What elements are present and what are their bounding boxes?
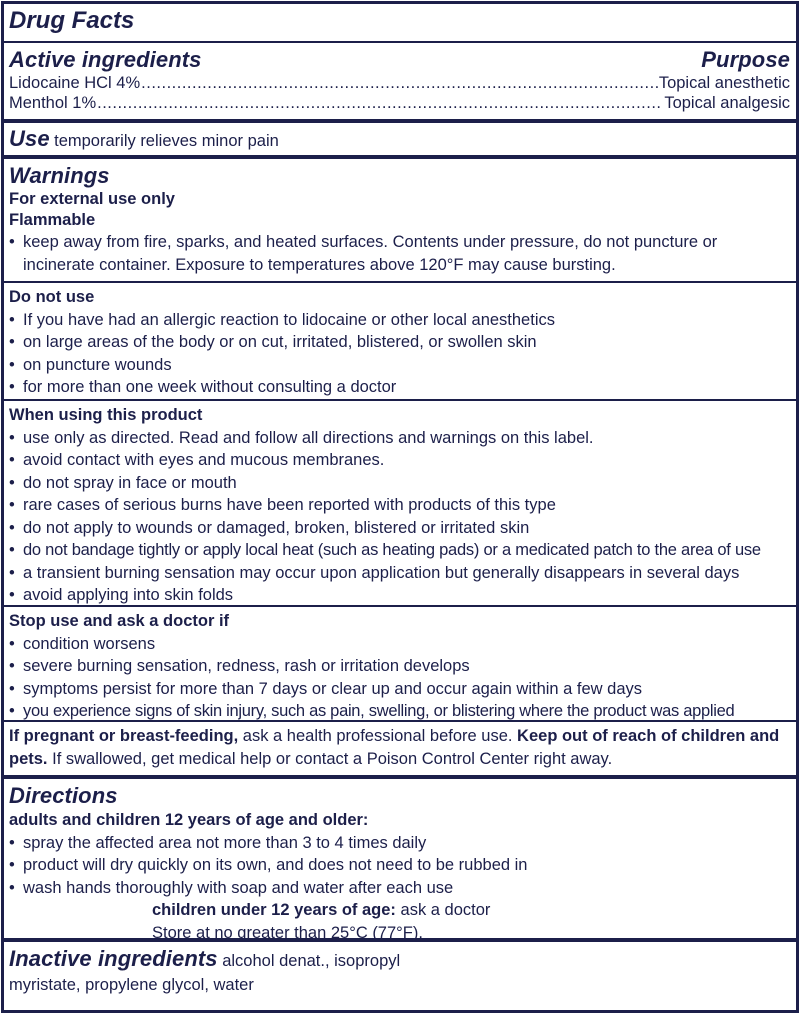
ingredient-row bbox=[9, 93, 790, 113]
bullet-icon: • bbox=[9, 856, 15, 874]
bullet-icon: • bbox=[9, 473, 15, 492]
list-item: • a transient burning sensation may occur upon application but generally disappears in several days bbox=[9, 562, 790, 585]
bullet-icon: • bbox=[9, 496, 15, 514]
warnings-heading: Warnings bbox=[9, 163, 110, 188]
list-item: • rare cases of serious burns have been reported with products of this type bbox=[9, 494, 790, 517]
list-item: • do not spray in face or mouth bbox=[9, 472, 790, 495]
active-ingredients-section bbox=[4, 41, 796, 119]
inactive-ingredients-list: alcohol denat., isopropyl myristate, propylene glycol, water bbox=[9, 952, 401, 994]
storage-text: Store at no greater than 25°C (77°F). bbox=[152, 923, 423, 942]
list-item: • spray the affected area not more than 3 to 4 times daily bbox=[9, 832, 790, 855]
bullet-icon: • bbox=[9, 355, 15, 374]
list-item: • keep away from fire, sparks, and heated surfaces. Contents under pressure, do not puncture or incinerate container. Exposure to temperatures above 120°F may cause bursting. bbox=[9, 233, 718, 274]
drug-facts-header bbox=[4, 4, 796, 41]
when-using-heading: When using this product bbox=[9, 406, 203, 424]
list-item: • for more than one week without consulting a doctor bbox=[9, 376, 790, 399]
bullet-icon: • bbox=[9, 233, 15, 251]
list-item: • do not apply to wounds or damaged, broken, blistered or irritated skin bbox=[9, 517, 790, 540]
ingredient-name: Lidocaine HCl 4% bbox=[9, 74, 141, 92]
bullet-icon: • bbox=[9, 657, 15, 675]
inactive-ingredients-text bbox=[9, 945, 466, 997]
drug-facts-title: Drug Facts bbox=[9, 7, 135, 34]
bullet-icon: • bbox=[9, 451, 15, 469]
active-ingredients-header-row bbox=[9, 46, 790, 73]
bullet-icon: • bbox=[9, 833, 15, 852]
when-using-section bbox=[4, 399, 796, 605]
flammable-heading: Flammable bbox=[9, 211, 96, 229]
children-heading: Keep out of reach of children and pets. bbox=[9, 727, 780, 768]
list-item: • condition worsens bbox=[9, 633, 790, 656]
bullet-icon: • bbox=[9, 541, 15, 559]
bullet-icon: • bbox=[9, 333, 15, 351]
list-item: • avoid contact with eyes and mucous membranes. bbox=[9, 449, 790, 472]
purpose-heading: Purpose bbox=[701, 47, 790, 72]
stop-use-heading: Stop use and ask a doctor if bbox=[9, 612, 230, 630]
list-item: • on large areas of the body or on cut, irritated, blistered, or swollen skin bbox=[9, 331, 790, 354]
bullet-icon: • bbox=[9, 586, 15, 604]
pregnant-text: ask a health professional before use. bbox=[242, 727, 513, 745]
directions-heading: Directions bbox=[9, 783, 118, 808]
active-ingredients-heading: Active ingredients bbox=[9, 47, 202, 72]
pregnant-heading: If pregnant or breast-feeding, bbox=[9, 727, 239, 745]
pregnancy-children-text bbox=[9, 725, 790, 770]
inactive-ingredients-section bbox=[4, 938, 796, 1013]
bullet-icon: • bbox=[9, 310, 15, 329]
list-item: • do not bandage tightly or apply local heat (such as heating pads) or a medicated patch to the area of use bbox=[9, 539, 790, 562]
bullet-icon: • bbox=[9, 679, 15, 698]
list-item: • product will dry quickly on its own, and does not need to be rubbed in bbox=[9, 854, 790, 877]
ingredient-row bbox=[9, 73, 790, 93]
bullet-icon: • bbox=[9, 428, 15, 447]
do-not-use-heading: Do not use bbox=[9, 288, 95, 306]
use-heading: Use bbox=[9, 126, 50, 151]
ingredient-name: Menthol 1% bbox=[9, 94, 97, 112]
list-item: • wash hands thoroughly with soap and water after each use bbox=[9, 877, 790, 900]
children-directions-heading: children under 12 years of age: bbox=[152, 901, 396, 919]
bullet-icon: • bbox=[9, 563, 15, 582]
ingredient-purpose: Topical anesthetic bbox=[658, 74, 790, 92]
drug-facts-panel bbox=[1, 1, 799, 1013]
use-text: temporarily relieves minor pain bbox=[54, 132, 279, 150]
list-item: • severe burning sensation, redness, rash or irritation develops bbox=[9, 655, 790, 678]
list-item: • If you have had an allergic reaction to lidocaine or other local anesthetics bbox=[9, 309, 790, 332]
bullet-icon: • bbox=[9, 518, 15, 537]
do-not-use-section bbox=[4, 281, 796, 399]
bullet-icon: • bbox=[9, 378, 15, 396]
list-item: • on puncture wounds bbox=[9, 354, 790, 377]
use-section bbox=[4, 119, 796, 155]
children-text: If swallowed, get medical help or contact a Poison Control Center right away. bbox=[52, 749, 613, 768]
bullet-icon: • bbox=[9, 878, 15, 897]
adults-heading: adults and children 12 years of age and older: bbox=[9, 811, 369, 829]
list-item: • use only as directed. Read and follow all directions and warnings on this label. bbox=[9, 427, 790, 450]
ingredient-purpose: Topical analgesic bbox=[664, 94, 790, 112]
bullet-icon: • bbox=[9, 634, 15, 653]
inactive-ingredients-heading: Inactive ingredients bbox=[9, 946, 218, 971]
directions-section bbox=[4, 775, 796, 942]
list-item: • you experience signs of skin injury, such as pain, swelling, or blistering where the product was applied bbox=[9, 700, 790, 723]
leader-dots bbox=[141, 73, 658, 93]
list-item: • avoid applying into skin folds bbox=[9, 584, 790, 607]
stop-use-section bbox=[4, 605, 796, 720]
warnings-section bbox=[4, 155, 796, 281]
leader-dots bbox=[97, 93, 663, 113]
external-use-text: For external use only bbox=[9, 190, 175, 208]
list-item: • symptoms persist for more than 7 days or clear up and occur again within a few days bbox=[9, 678, 790, 701]
pregnancy-children-section bbox=[4, 720, 796, 775]
bullet-icon: • bbox=[9, 702, 15, 720]
children-directions bbox=[9, 899, 790, 922]
children-directions-text: ask a doctor bbox=[400, 901, 491, 919]
